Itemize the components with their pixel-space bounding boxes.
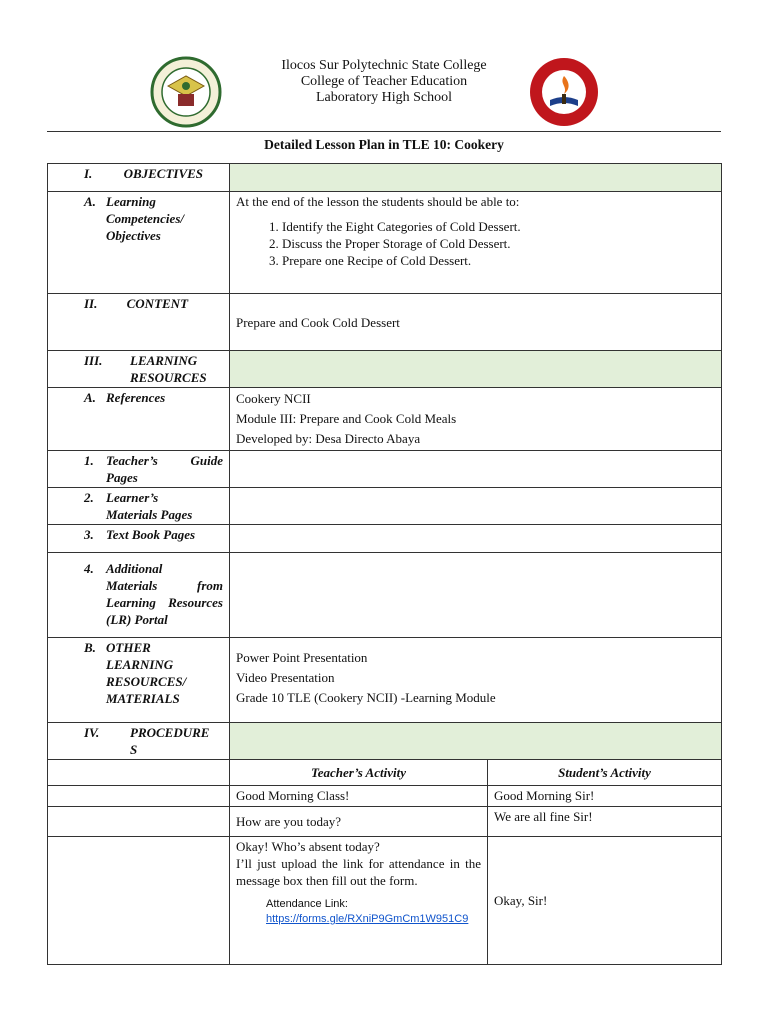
other-resource-item: Power Point Presentation [236,650,368,665]
competencies-label-2: Competencies/ Objectives [106,211,184,243]
competencies-label-1: Learning [106,194,156,209]
header-divider [47,131,721,132]
learners-materials-label-cell [48,488,230,525]
references-num: A. [84,390,96,405]
other-resources-label-1: OTHER [106,640,151,655]
activity-header-row [48,760,722,786]
textbook-row [48,525,722,553]
activity-row-empty [48,786,230,807]
additional-materials-label-1: Additional [106,561,163,576]
learners-materials-label-1: Learner’s [106,490,159,505]
student-activity: Okay, Sir! [488,837,722,965]
objective-item: 1. Identify the Eight Categories of Cold Dessert. [282,218,715,235]
other-resources-row [48,638,722,723]
other-resources-num: B. [84,640,96,655]
teachers-guide-label-1: Teacher’s Guide [106,453,223,468]
content-row [48,294,722,351]
resources-label-cell [48,351,230,388]
competencies-label-cell [48,192,230,294]
other-resource-item: Video Presentation [236,670,335,685]
procedures-num: IV. [84,725,100,740]
textbook-num: 3. [84,527,94,542]
references-label-cell [48,388,230,451]
lesson-plan-table [47,163,722,965]
additional-materials-row [48,553,722,638]
resources-row [48,351,722,388]
activity-row [48,837,722,965]
content-value: Prepare and Cook Cold Dessert [230,294,722,351]
learners-materials-num: 2. [84,490,94,505]
procedures-label-1: PROCEDURE [130,725,210,740]
teacher-activity: Good Morning Class! [230,786,488,807]
procedures-fill [230,723,722,760]
competencies-num: A. [84,194,96,209]
procedures-label-2: S [130,742,138,757]
attendance-label: Attendance Link: [266,898,348,910]
additional-materials-value [230,553,722,638]
objective-item: 2. Discuss the Proper Storage of Cold Dessert. [282,235,715,252]
references-content [230,388,722,451]
resources-label-1: LEARNING [130,353,198,368]
references-label: References [106,390,166,405]
objectives-num: I. [84,166,93,181]
teacher-activity [230,837,488,965]
references-row [48,388,722,451]
content-label: CONTENT [126,296,189,311]
competencies-row [48,192,722,294]
objectives-label-cell [48,164,230,192]
objectives-list [236,218,715,269]
procedures-label-cell [48,723,230,760]
unit-name: Laboratory High School [315,90,453,105]
reference-item: Developed by: Desa Directo Abaya [236,431,421,446]
other-resources-label-2: LEARNING RESOURCES/ MATERIALS [106,657,187,706]
objective-item: 3. Prepare one Recipe of Cold Dessert. [282,252,715,269]
other-resources-label-cell [48,638,230,723]
additional-materials-num: 4. [84,561,94,576]
school-header [0,58,768,106]
content-num: II. [84,296,98,311]
resources-label-2: RESOURCES [130,370,207,385]
additional-materials-label-cell [48,553,230,638]
learners-materials-value [230,488,722,525]
attendance-link[interactable]: https://forms.gle/RXniP9GmCm1W951C9 [266,913,469,925]
college-name: College of Teacher Education [300,74,468,89]
objectives-row [48,164,722,192]
teachers-guide-num: 1. [84,453,94,468]
activity-row [48,807,722,837]
reference-item: Cookery NCII [236,391,311,406]
student-activity: Good Morning Sir! [488,786,722,807]
teacher-activity-header: Teacher’s Activity [230,760,488,786]
teachers-guide-label-2: Pages [106,470,138,485]
reference-item: Module III: Prepare and Cook Cold Meals [236,411,457,426]
objectives-fill [230,164,722,192]
resources-fill [230,351,722,388]
teachers-guide-value [230,451,722,488]
teachers-guide-row [48,451,722,488]
activity-header-empty [48,760,230,786]
textbook-label: Text Book Pages [106,527,196,542]
student-activity-header: Student’s Activity [488,760,722,786]
additional-materials-label-2: Materials from Learning Resources (LR) Portal [106,578,223,627]
procedures-row [48,723,722,760]
resources-num: III. [84,353,103,368]
other-resources-content [230,638,722,723]
competencies-content [230,192,722,294]
student-activity: We are all fine Sir! [488,807,722,837]
document-title: Detailed Lesson Plan in TLE 10: Cookery [264,137,504,152]
objectives-label: OBJECTIVES [123,166,204,181]
teacher-activity-line: Okay! Who’s absent today? [236,839,380,854]
school-name: Ilocos Sur Polytechnic State College [281,58,487,73]
objectives-intro: At the end of the lesson the students should be able to: [236,194,520,209]
content-label-cell [48,294,230,351]
textbook-value [230,525,722,553]
activity-row-empty [48,837,230,965]
teachers-guide-label-cell [48,451,230,488]
other-resource-item: Grade 10 TLE (Cookery NCII) -Learning Module [236,690,496,705]
activity-row-empty [48,807,230,837]
attendance-block [266,897,481,927]
teacher-activity-line: I’ll just upload the link for attendance in the message box then fill out the form. [236,856,481,888]
learners-materials-label-2: Materials Pages [106,507,193,522]
learners-materials-row [48,488,722,525]
textbook-label-cell [48,525,230,553]
activity-row [48,786,722,807]
teacher-activity: How are you today? [230,807,488,837]
